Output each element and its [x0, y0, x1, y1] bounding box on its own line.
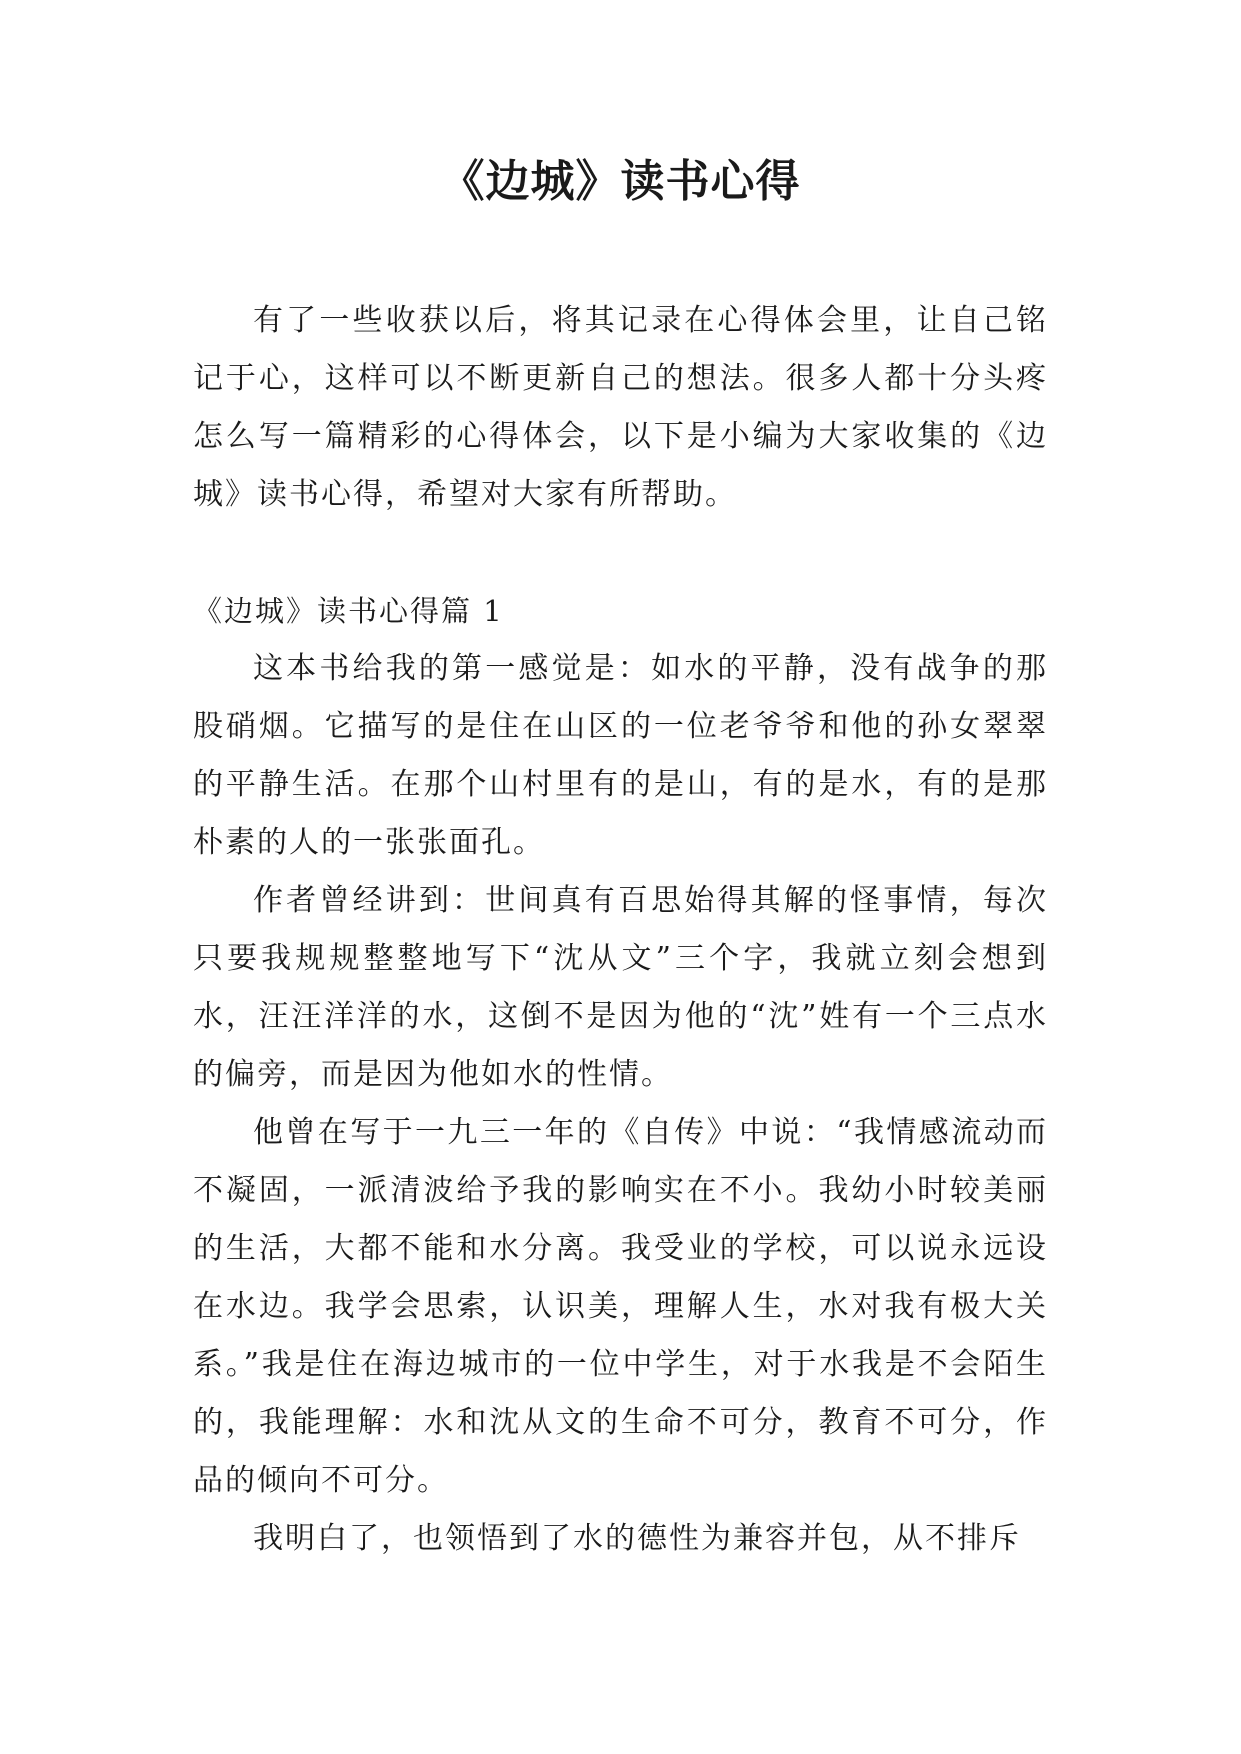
- document-title: 《边城》读书心得: [440, 156, 801, 207]
- document-body: [193, 292, 1048, 1568]
- body-paragraph-1: 这本书给我的第一感觉是：如水的平静，没有战争的那股硝烟。它描写的是住在山区的一位老爷爷和他的孙女翠翠的平静生活。在那个山村里有的是山，有的是水，有的是那朴素的人的一张张面孔。: [193, 651, 1048, 860]
- section-heading: 《边城》读书心得篇 1: [193, 594, 504, 628]
- body-paragraph-2: 作者曾经讲到：世间真有百思始得其解的怪事情，每次只要我规规整整地写下“沈从文”三个字，我就立刻会想到水，汪汪洋洋的水，这倒不是因为他的“沈”姓有一个三点水的偏旁，而是因为他如水的性情。: [193, 883, 1048, 1092]
- body-paragraph-3: 他曾在写于一九三一年的《自传》中说：“我情感流动而不凝固，一派清波给予我的影响实在不小。我幼小时较美丽的生活，大都不能和水分离。我受业的学校，可以说永远设在水边。我学会思索，认识美，理解人生，水对我有极大关系。”我是住在海边城市的一位中学生，对于水我是不会陌生的，我能理解：水和沈从文的生命不可分，教育不可分，作品的倾向不可分。: [193, 1115, 1048, 1498]
- body-paragraph-4: 我明白了，也领悟到了水的德性为兼容并包，从不排斥: [253, 1521, 1021, 1556]
- intro-paragraph: 有了一些收获以后，将其记录在心得体会里，让自己铭记于心，这样可以不断更新自己的想法。很多人都十分头疼怎么写一篇精彩的心得体会，以下是小编为大家收集的《边城》读书心得，希望对大家有所帮助。: [193, 303, 1048, 512]
